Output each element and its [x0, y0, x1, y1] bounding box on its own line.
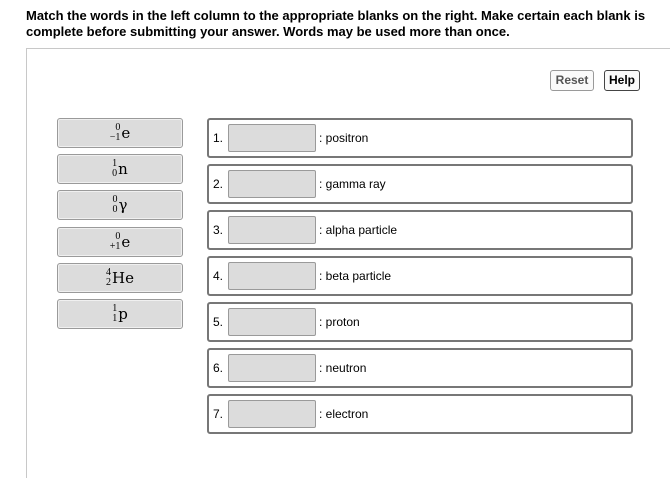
drop-blank-2[interactable]: [228, 170, 316, 198]
token-positron-notation[interactable]: [57, 227, 183, 257]
answer-row-4: [207, 256, 633, 296]
answer-row-1: [207, 118, 633, 158]
row-number: 6.: [213, 361, 224, 375]
drop-blank-1[interactable]: [228, 124, 316, 152]
instructions-text: Match the words in the left column to the appropriate blanks on the right. Make certain each blank is complete before submitting your answer. Words may be used more than once.: [26, 8, 646, 39]
row-label: : beta particle: [319, 269, 392, 283]
row-label: : positron: [319, 131, 369, 145]
row-number: 1.: [213, 131, 224, 145]
token-neutron-notation[interactable]: [57, 154, 183, 184]
answer-row-7: [207, 394, 633, 434]
answer-row-2: [207, 164, 633, 204]
reset-button[interactable]: Reset: [550, 70, 594, 91]
drop-blank-4[interactable]: [228, 262, 316, 290]
token-gamma-notation[interactable]: [57, 190, 183, 220]
row-label: : gamma ray: [319, 177, 386, 191]
answer-row-3: [207, 210, 633, 250]
row-label: : electron: [319, 407, 369, 421]
row-number: 5.: [213, 315, 224, 329]
nuclide-notation: 0 0 γ: [112, 194, 128, 215]
help-button[interactable]: Help: [604, 70, 640, 91]
drop-blank-3[interactable]: [228, 216, 316, 244]
answer-row-5: [207, 302, 633, 342]
row-label: : proton: [319, 315, 360, 329]
drop-blank-5[interactable]: [228, 308, 316, 336]
row-number: 7.: [213, 407, 224, 421]
row-number: 2.: [213, 177, 224, 191]
answer-row-6: [207, 348, 633, 388]
row-number: 4.: [213, 269, 224, 283]
drop-blank-6[interactable]: [228, 354, 316, 382]
nuclide-notation: 0 −1 e: [109, 122, 131, 143]
token-helium-notation[interactable]: [57, 263, 183, 293]
row-number: 3.: [213, 223, 224, 237]
token-electron-notation[interactable]: [57, 118, 183, 148]
nuclide-notation: 4 2 He: [106, 267, 134, 288]
nuclide-notation: 0 +1 e: [109, 231, 131, 252]
row-label: : neutron: [319, 361, 367, 375]
nuclide-notation: 1 0 n: [112, 158, 128, 179]
row-label: : alpha particle: [319, 223, 398, 237]
drop-blank-7[interactable]: [228, 400, 316, 428]
nuclide-notation: 1 1 p: [112, 303, 128, 324]
token-proton-notation[interactable]: [57, 299, 183, 329]
